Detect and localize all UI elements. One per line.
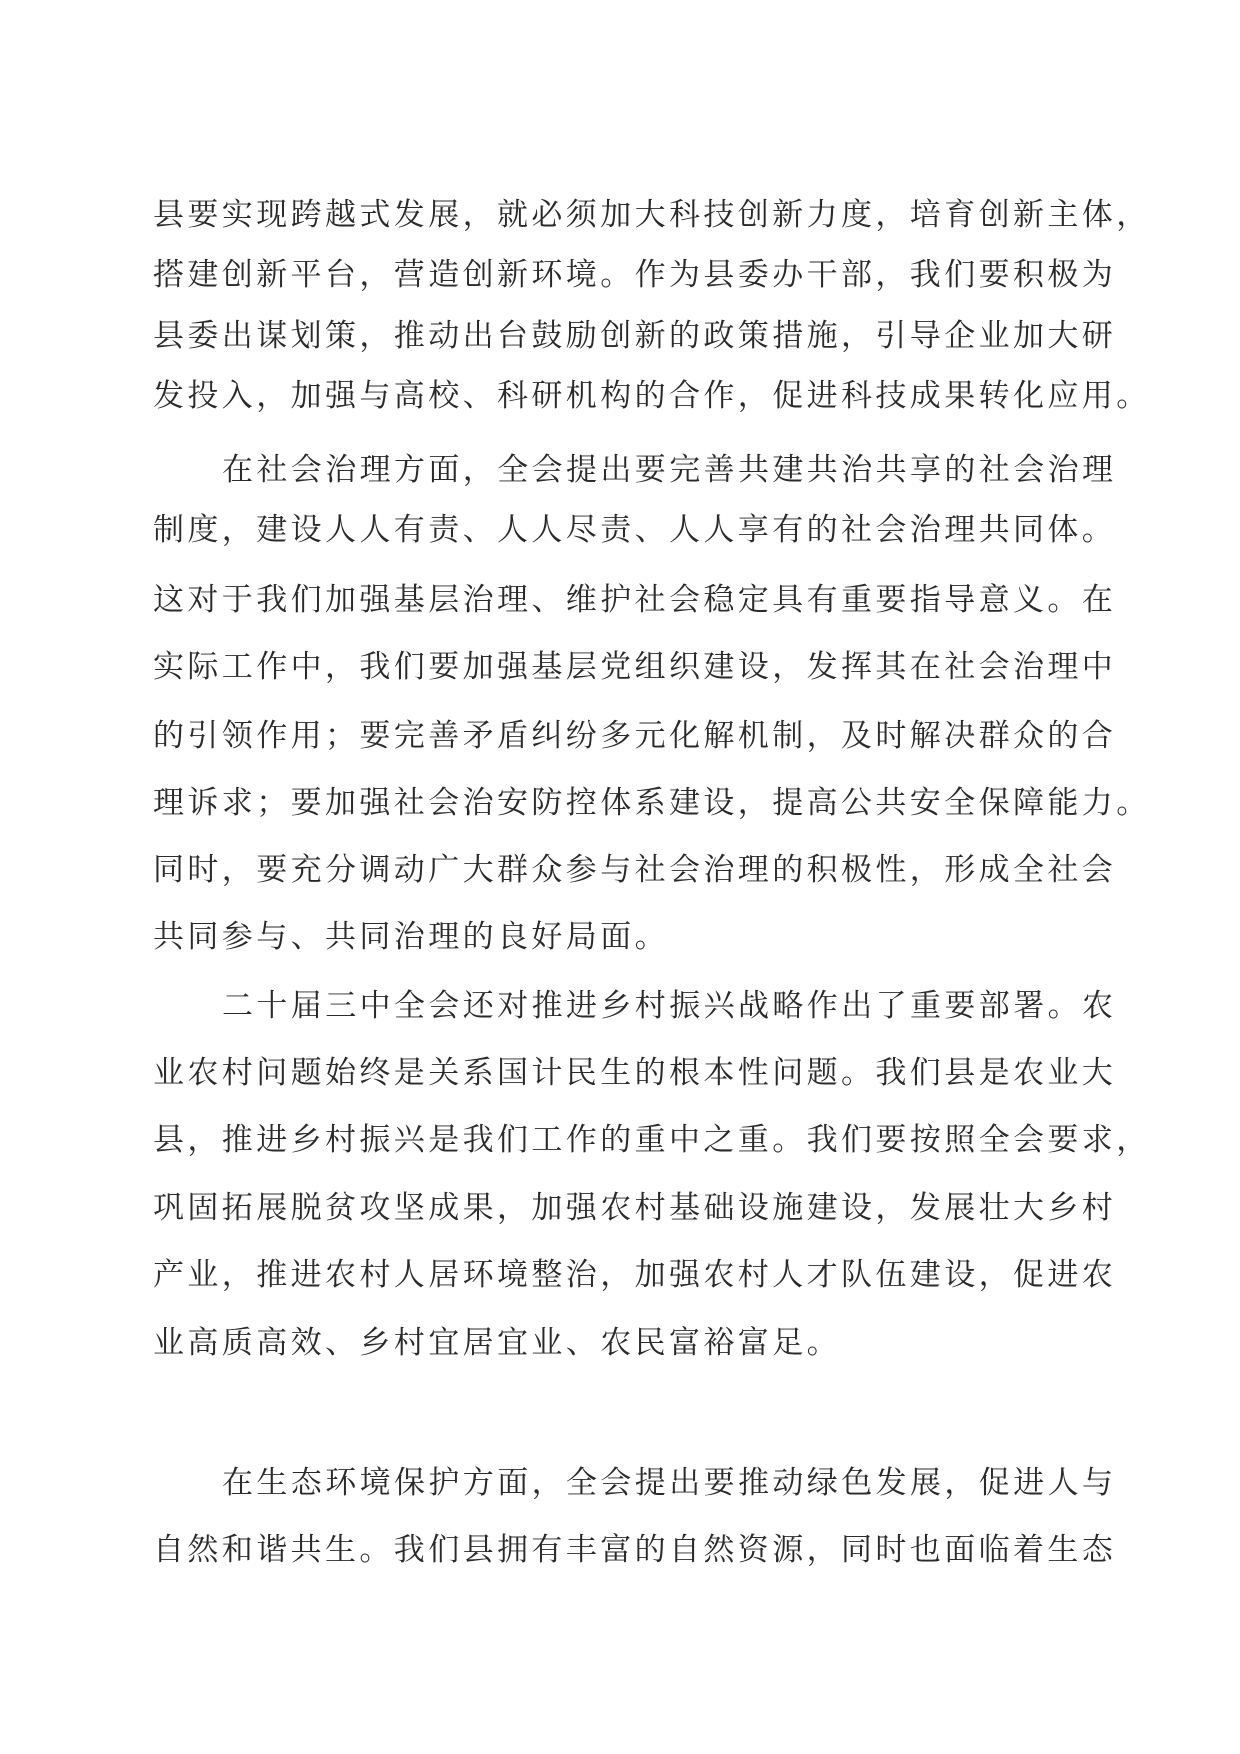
text-line: 业农村问题始终是关系国计民生的根本性问题。我们县是农业大 [153, 1055, 1117, 1091]
text-line: 同时，要充分调动广大群众参与社会治理的积极性，形成全社会 [153, 852, 1117, 888]
text-line: 产业，推进农村人居环境整治，加强农村人才队伍建设，促进农 [153, 1257, 1117, 1293]
text-line: 发投入，加强与高校、科研机构的合作，促进科技成果转化应用。 [153, 378, 1151, 414]
text-line: 的引领作用；要完善矛盾纠纷多元化解机制，及时解决群众的合 [153, 718, 1117, 754]
text-line: 理诉求；要加强社会治安防控体系建设，提高公共安全保障能力。 [153, 785, 1151, 821]
text-line: 业高质高效、乡村宜居宜业、农民富裕富足。 [153, 1325, 841, 1361]
text-line: 在社会治理方面，全会提出要完善共建共治共享的社会治理 [222, 452, 1117, 488]
text-line: 搭建创新平台，营造创新环境。作为县委办干部，我们要积极为 [153, 257, 1117, 293]
text-line: 县，推进乡村振兴是我们工作的重中之重。我们要按照全会要求， [153, 1122, 1151, 1158]
text-line: 实际工作中，我们要加强基层党组织建设，发挥其在社会治理中 [153, 649, 1117, 685]
text-line: 这对于我们加强基层治理、维护社会稳定具有重要指导意义。在 [153, 582, 1117, 618]
text-line: 县要实现跨越式发展，就必须加大科技创新力度，培育创新主体， [153, 197, 1151, 233]
text-line: 制度，建设人人有责、人人尽责、人人享有的社会治理共同体。 [153, 512, 1117, 548]
text-line: 巩固拓展脱贫攻坚成果，加强农村基础设施建设，发展壮大乡村 [153, 1190, 1117, 1226]
text-line: 共同参与、共同治理的良好局面。 [153, 919, 669, 955]
text-line: 在生态环境保护方面，全会提出要推动绿色发展，促进人与 [222, 1465, 1117, 1501]
text-line: 自然和谐共生。我们县拥有丰富的自然资源，同时也面临着生态 [153, 1532, 1117, 1568]
text-line: 县委出谋划策，推动出台鼓励创新的政策措施，引导企业加大研 [153, 318, 1117, 354]
text-line: 二十届三中全会还对推进乡村振兴战略作出了重要部署。农 [222, 988, 1117, 1024]
